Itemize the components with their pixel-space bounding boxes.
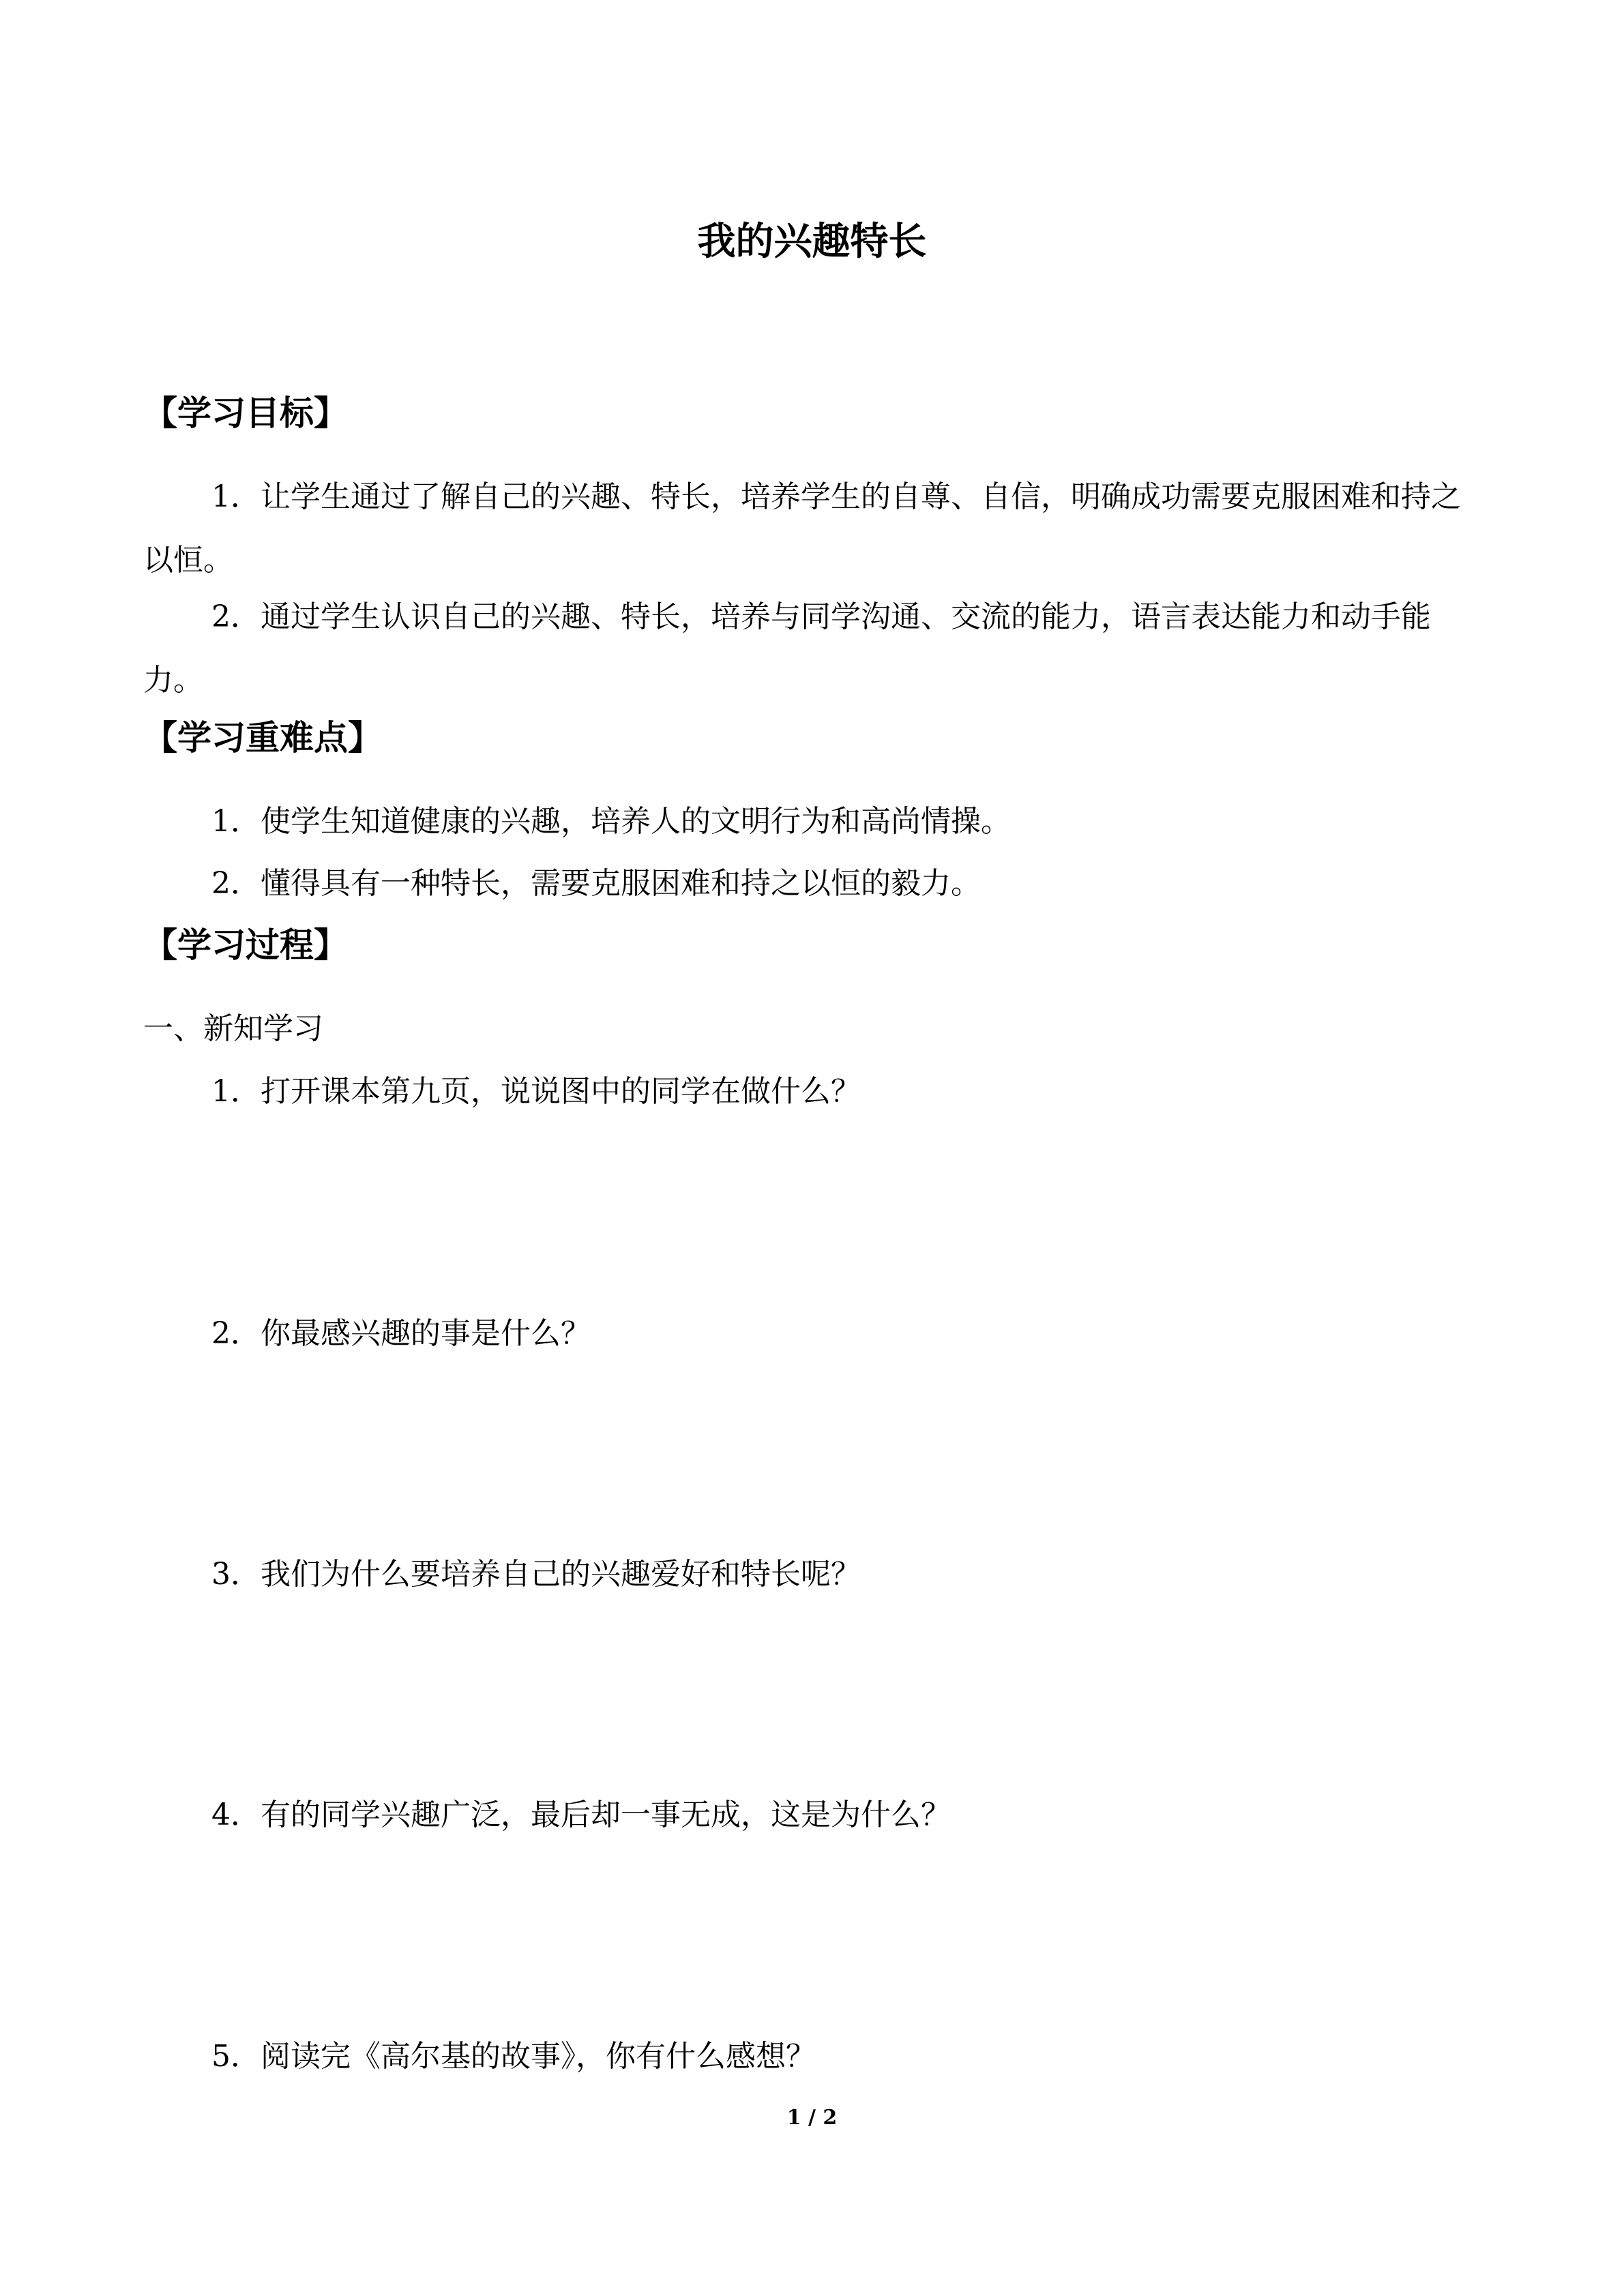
page-number: 1 / 2 [786,2106,838,2130]
section-heading-objectives: 【学习目标】 [143,393,348,433]
objective-item-2: 2．通过学生认识自己的兴趣、特长，培养与同学沟通、交流的能力，语言表达能力和动手能力。 [143,599,1431,698]
section-heading-key-points: 【学习重难点】 [143,717,382,758]
question-item-1: 1．打开课本第九页，说说图中的同学在做什么？ [211,1074,861,1109]
document-title: 我的兴趣特长 [697,219,927,264]
question-item-5: 5．阅读完《高尔基的故事》，你有什么感想？ [211,2039,816,2074]
subsection-title-new-knowledge: 一、新知学习 [143,1011,323,1046]
key-point-item-1: 1．使学生知道健康的兴趣，培养人的文明行为和高尚情操。 [211,804,1011,839]
question-item-2: 2．你最感兴趣的事是什么？ [211,1316,591,1351]
objective-item-1: 1．让学生通过了解自己的兴趣、特长，培养学生的自尊、自信，明确成功需要克服困难和持之以恒。 [143,479,1461,578]
question-item-4: 4．有的同学兴趣广泛，最后却一事无成，这是为什么？ [211,1798,951,1832]
section-heading-process: 【学习过程】 [143,925,348,965]
key-point-item-2: 2．懂得具有一种特长，需要克服困难和持之以恒的毅力。 [211,866,981,901]
question-item-3: 3．我们为什么要培养自己的兴趣爱好和特长呢？ [211,1557,861,1592]
